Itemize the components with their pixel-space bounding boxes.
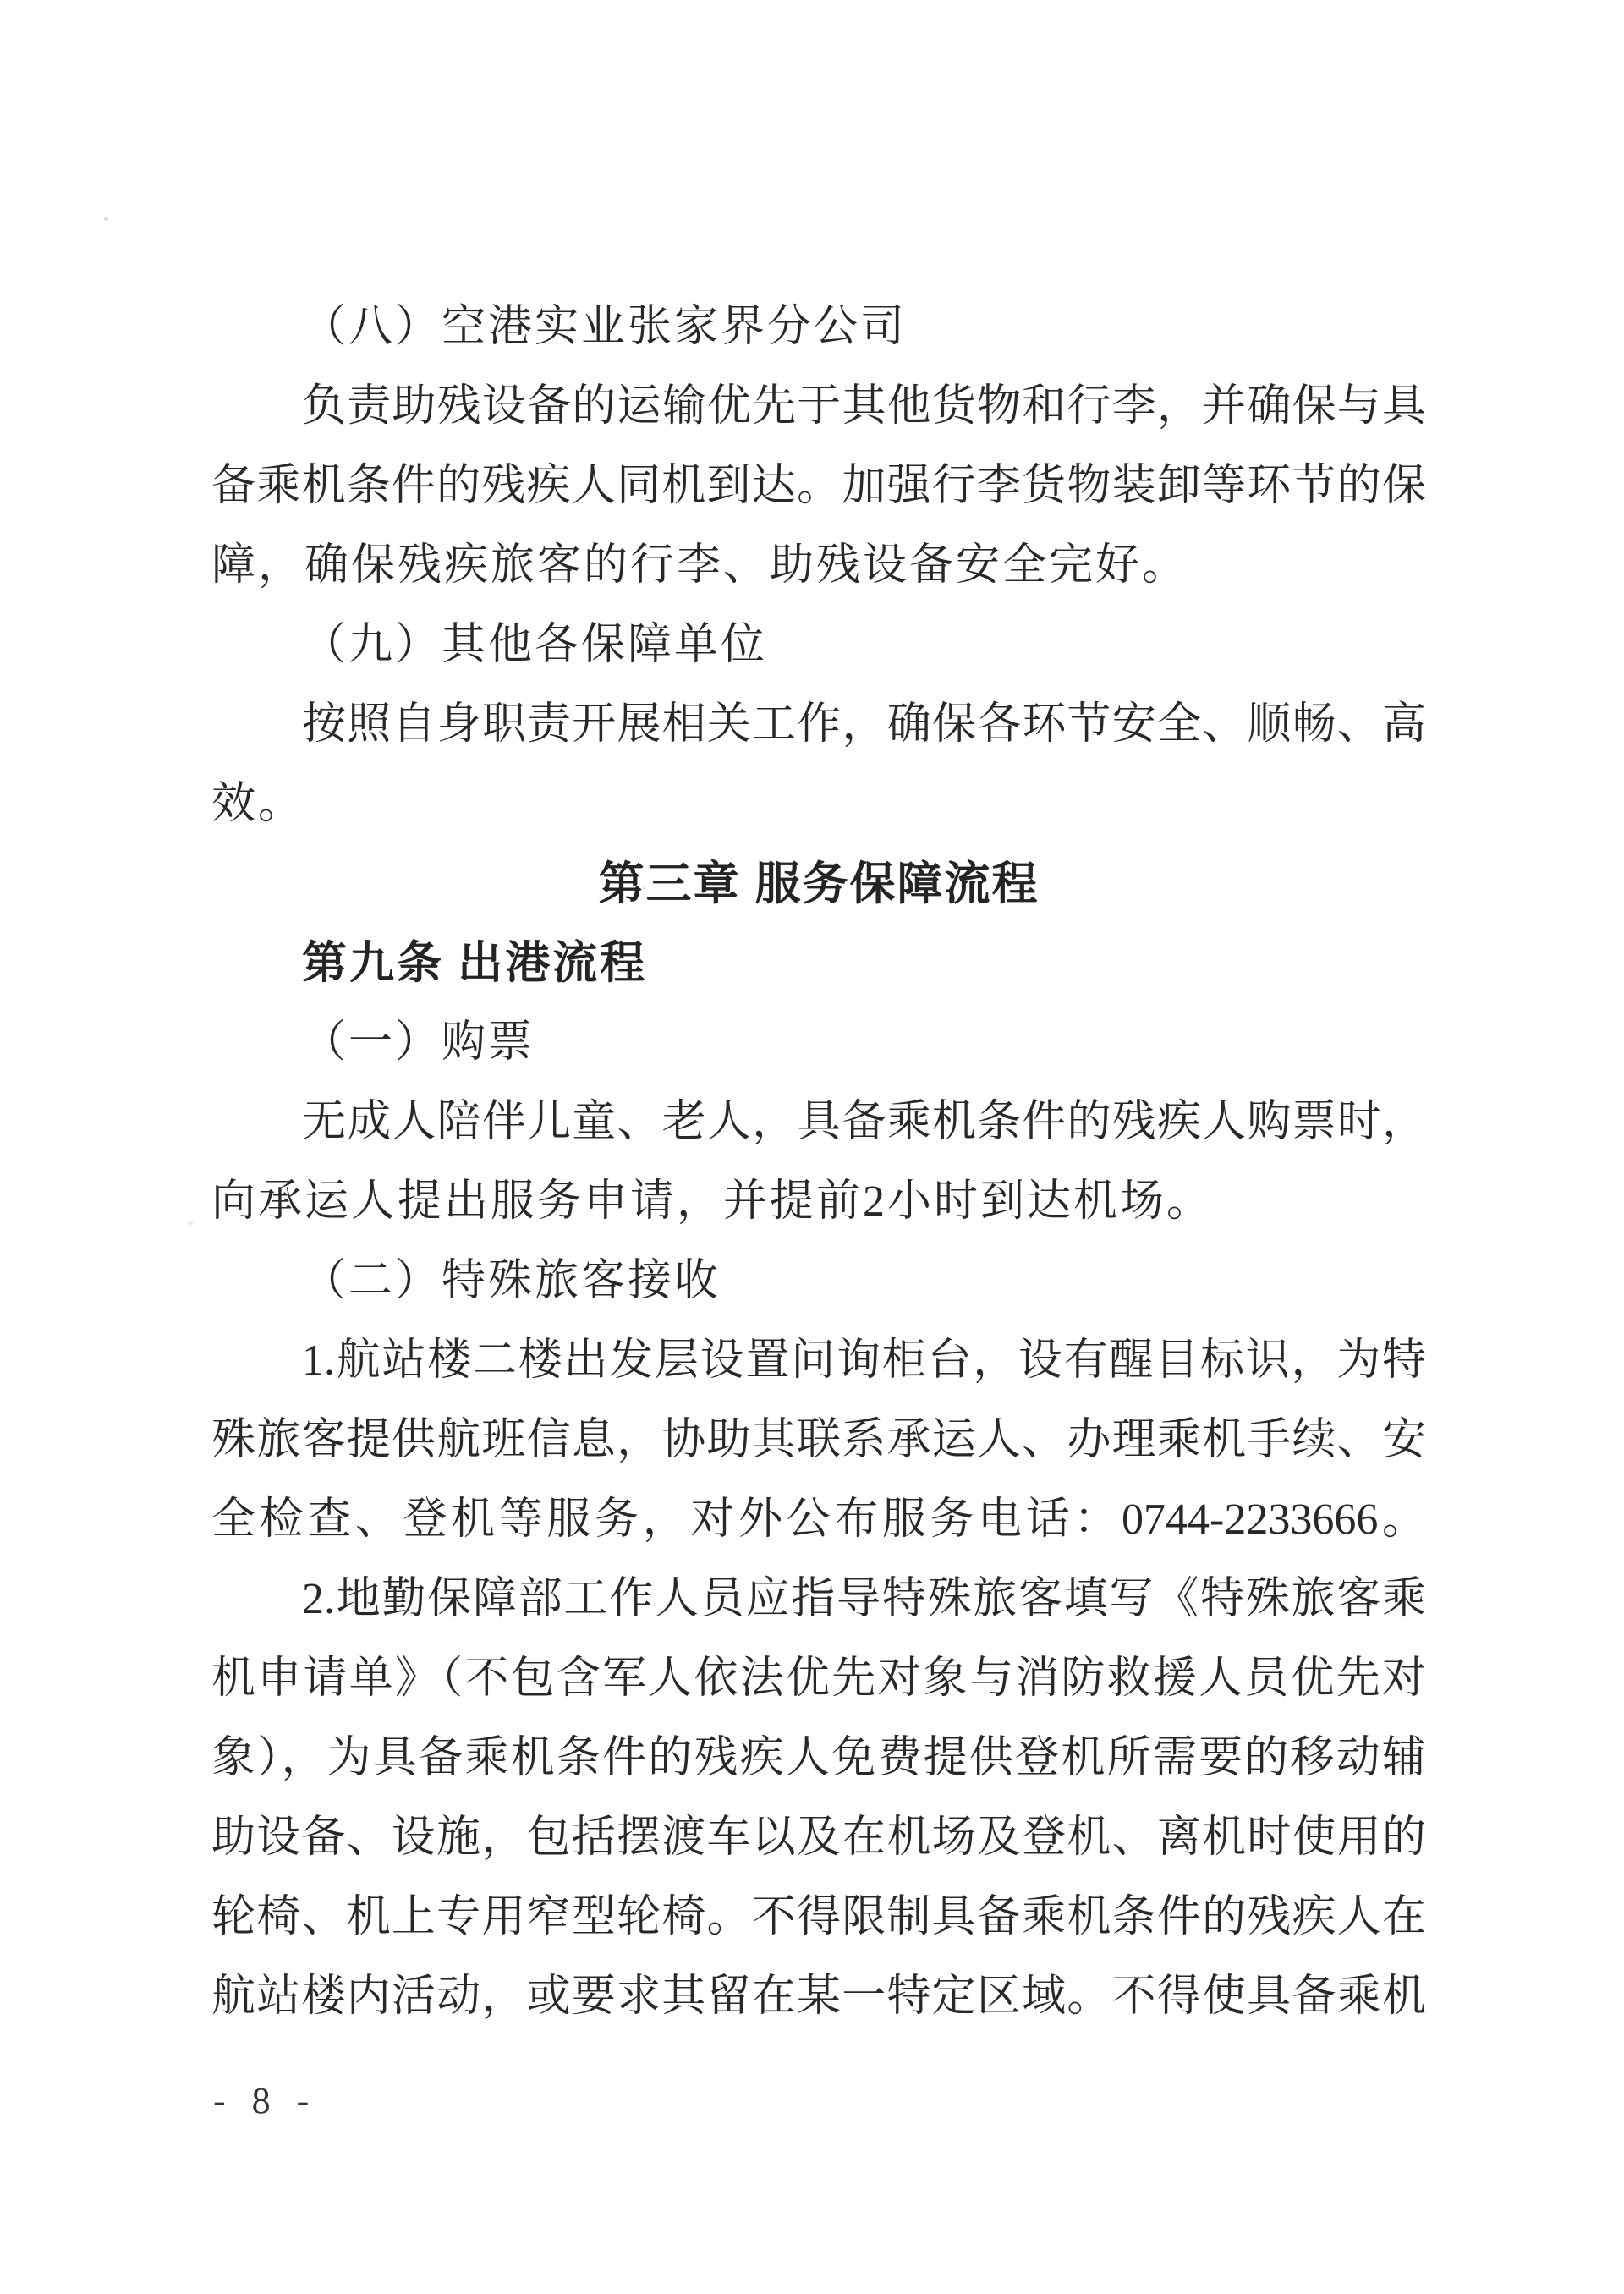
page-number: - 8 - — [213, 2080, 318, 2121]
text-line: 象），为具备乘机条件的残疾人免费提供登机所需要的移动辅 — [211, 1734, 1426, 1782]
text-line: 轮椅、机上专用窄型轮椅。不得限制具备乘机条件的残疾人在 — [211, 1893, 1426, 1941]
document-content — [211, 288, 1426, 2037]
text-line: （九）其他各保障单位 — [302, 621, 768, 669]
text-line: 2.地勤保障部工作人员应指导特殊旅客填写《特殊旅客乘 — [302, 1575, 1426, 1623]
text-line: 殊旅客提供航班信息，协助其联系承运人、办理乘机手续、安 — [211, 1416, 1426, 1464]
text-line: （八）空港实业张家界分公司 — [302, 303, 908, 351]
text-line: 向承运人提出服务申请，并提前2小时到达机场。 — [211, 1177, 1214, 1226]
text-line: 航站楼内活动，或要求其留在某一特定区域。不得使具备乘机 — [211, 1973, 1426, 2021]
text-line: 效。 — [211, 780, 305, 828]
text-line: 助设备、设施，包括摆渡车以及在机场及登机、离机时使用的 — [211, 1814, 1426, 1862]
text-line: 全检查、登机等服务，对外公布服务电话：0744-2233666。 — [211, 1495, 1426, 1544]
chapter-heading: 第三章 服务保障流程 — [598, 859, 1040, 909]
text-line: 障，确保残疾旅客的行李、助残设备安全完好。 — [211, 541, 1189, 590]
text-line: 按照自身职责开展相关工作，确保各环节安全、顺畅、高 — [302, 700, 1426, 749]
text-line: 负责助残设备的运输优先于其他货物和行李，并确保与具 — [302, 382, 1426, 431]
section-heading: 第九条 出港流程 — [302, 939, 648, 988]
scan-speck — [188, 1221, 193, 1225]
text-line: 机申请单》（不包含军人依法优先对象与消防救援人员优先对 — [211, 1655, 1426, 1703]
text-line: （一）购票 — [302, 1018, 535, 1067]
scan-speck — [104, 217, 108, 221]
text-line: 1.航站楼二楼出发层设置问询柜台，设有醒目标识，为特 — [302, 1336, 1426, 1385]
text-line: 备乘机条件的残疾人同机到达。加强行李货物装卸等环节的保 — [211, 462, 1426, 510]
text-line: 无成人陪伴儿童、老人，具备乘机条件的残疾人购票时， — [302, 1098, 1426, 1146]
text-line: （二）特殊旅客接收 — [302, 1257, 721, 1305]
